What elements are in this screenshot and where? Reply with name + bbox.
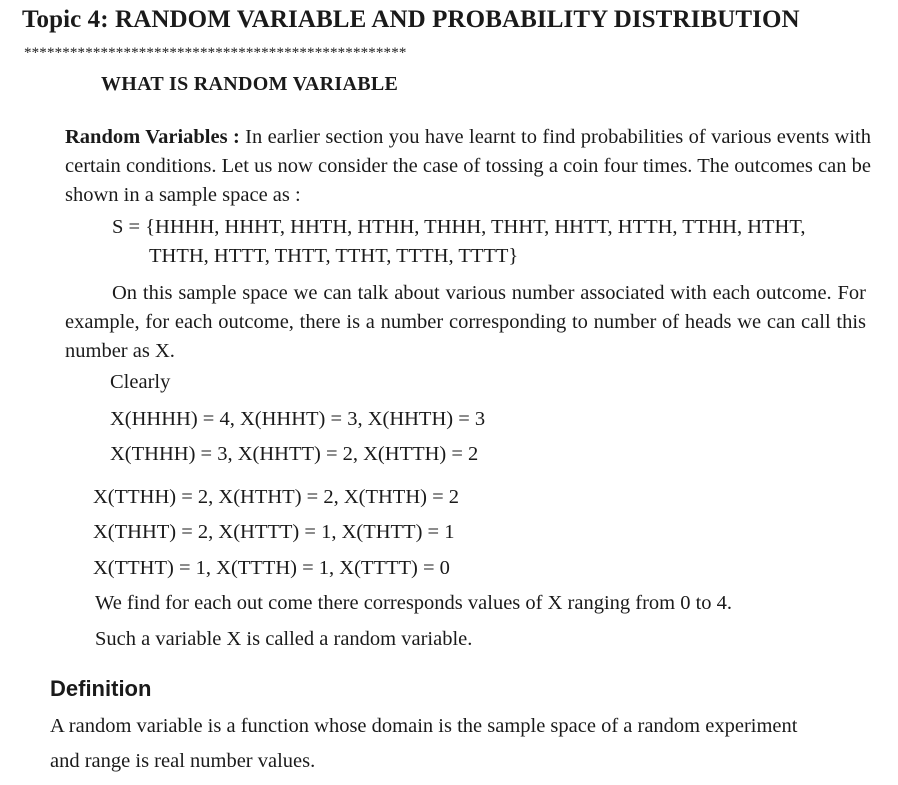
example-paragraph: On this sample space we can talk about various number associated with each outcome. For example, for each outcome, there is a number corresponding to number of heads we can call this number as X. xyxy=(65,282,866,362)
section-heading: WHAT IS RANDOM VARIABLE xyxy=(101,73,399,95)
clearly-label: Clearly xyxy=(110,371,171,393)
intro-term: Random Variables : xyxy=(65,126,240,148)
definition-text-line: and range is real number values. xyxy=(50,750,316,772)
page-title: Topic 4: RANDOM VARIABLE AND PROBABILITY DISTRIBUTION xyxy=(22,6,800,33)
value-equation-line: X(HHHH) = 4, X(HHHT) = 3, X(HHTH) = 3 xyxy=(110,408,486,430)
value-equation-line: X(TTHT) = 1, X(TTTH) = 1, X(TTTT) = 0 xyxy=(93,557,450,579)
random-variable-sentence: Such a variable X is called a random variable. xyxy=(95,628,473,650)
value-equation-line: X(THHH) = 3, X(HHTT) = 2, X(HTTH) = 2 xyxy=(110,443,479,465)
sample-space-line: S = {HHHH, HHHT, HHTH, HTHH, THHH, THHT, HHTT, HTTH, TTHH, HTHT, xyxy=(112,216,806,238)
value-equation-line: X(THHT) = 2, X(HTTT) = 1, X(THTT) = 1 xyxy=(93,521,455,543)
sample-space-line: THTH, HTTT, THTT, TTHT, TTTH, TTTT} xyxy=(149,245,519,267)
intro-paragraph xyxy=(65,123,871,210)
star-divider: ************************************************** xyxy=(24,45,407,61)
range-sentence: We find for each out come there corresponds values of X ranging from 0 to 4. xyxy=(95,592,733,614)
definition-heading: Definition xyxy=(50,676,152,701)
intro-text: In earlier section you have learnt to find probabilities of various events with certain conditions. Let us now consider the case of tossing a coin four times. The outcomes can be shown in a sample space as : xyxy=(65,126,872,206)
definition-text-line: A random variable is a function whose domain is the sample space of a random experiment xyxy=(50,715,798,737)
value-equation-line: X(TTHH) = 2, X(HTHT) = 2, X(THTH) = 2 xyxy=(93,486,460,508)
